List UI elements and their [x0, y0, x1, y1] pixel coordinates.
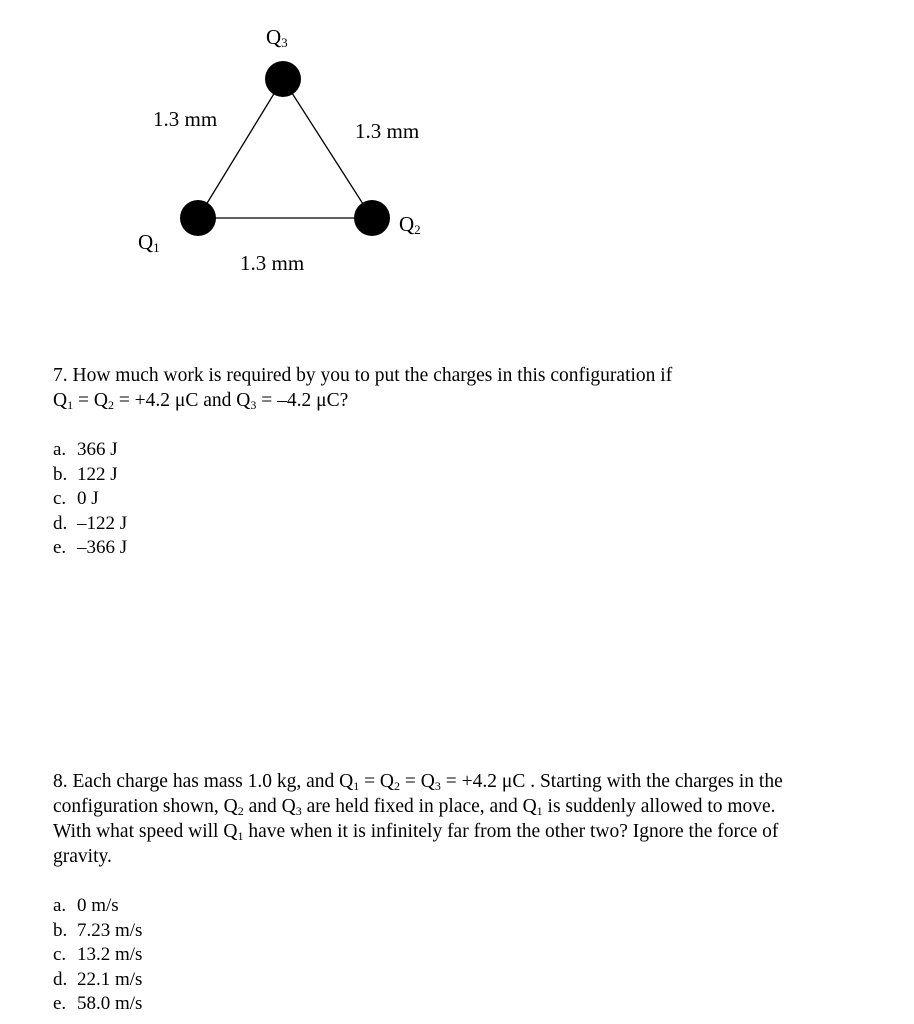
question-7-line-2: $Q_1 = Q_2 = +4.2$ μC and $Q_3 = -4.2$ μC? [53, 390, 349, 412]
question-7 [53, 363, 672, 413]
side-q2-q3 [283, 79, 372, 218]
choice-7b[interactable]: b. 122 J [53, 463, 118, 485]
charge-q3-dot [265, 61, 301, 97]
question-8-line-4: gravity. [53, 846, 112, 867]
choice-8a[interactable]: a. 0 m/s [53, 895, 119, 916]
question-7-choices [53, 438, 127, 561]
label-q3: $Q_3$ [266, 25, 288, 50]
question-8-line-2: configuration shown, $Q_2$ and $Q_3$ are held fixed in place, and $Q_1$ is suddenly allowed to move. [53, 796, 776, 818]
question-7-line-1: 7. How much work is required by you to put the charges in this configuration if [53, 365, 673, 386]
distance-right-label: 1.3 mm [355, 119, 420, 143]
distance-left-label: 1.3 mm [153, 107, 218, 131]
charge-q2-dot [354, 200, 390, 236]
charge-triangle-diagram [0, 0, 914, 300]
choice-8e[interactable]: e. 58.0 m/s [53, 993, 143, 1014]
choice-7d[interactable]: d. –122 J [53, 512, 128, 534]
choice-8c[interactable]: c. 13.2 m/s [53, 944, 143, 965]
question-8 [53, 769, 783, 869]
choice-7a[interactable]: a. 366 J [53, 439, 118, 460]
choice-7c[interactable]: c. 0 J [53, 488, 99, 509]
choice-7e[interactable]: e. –366 J [53, 537, 128, 558]
question-8-line-1: 8. Each charge has mass 1.0 kg, and $Q_1 = Q_2 = Q_3 = +4.2$ μC . Starting with the charges in the [53, 771, 783, 793]
question-8-line-3: With what speed will $Q_1$ have when it is infinitely far from the other two? Ignore the force of [53, 821, 779, 843]
question-8-choices [53, 894, 142, 1017]
choice-8b[interactable]: b. 7.23 m/s [53, 919, 143, 941]
choice-8d[interactable]: d. 22.1 m/s [53, 968, 143, 990]
label-q2: $Q_2$ [399, 212, 421, 237]
distance-bottom-label: 1.3 mm [240, 251, 305, 275]
charge-q1-dot [180, 200, 216, 236]
label-q1: $Q_1$ [138, 230, 160, 255]
side-q1-q3 [198, 79, 283, 218]
